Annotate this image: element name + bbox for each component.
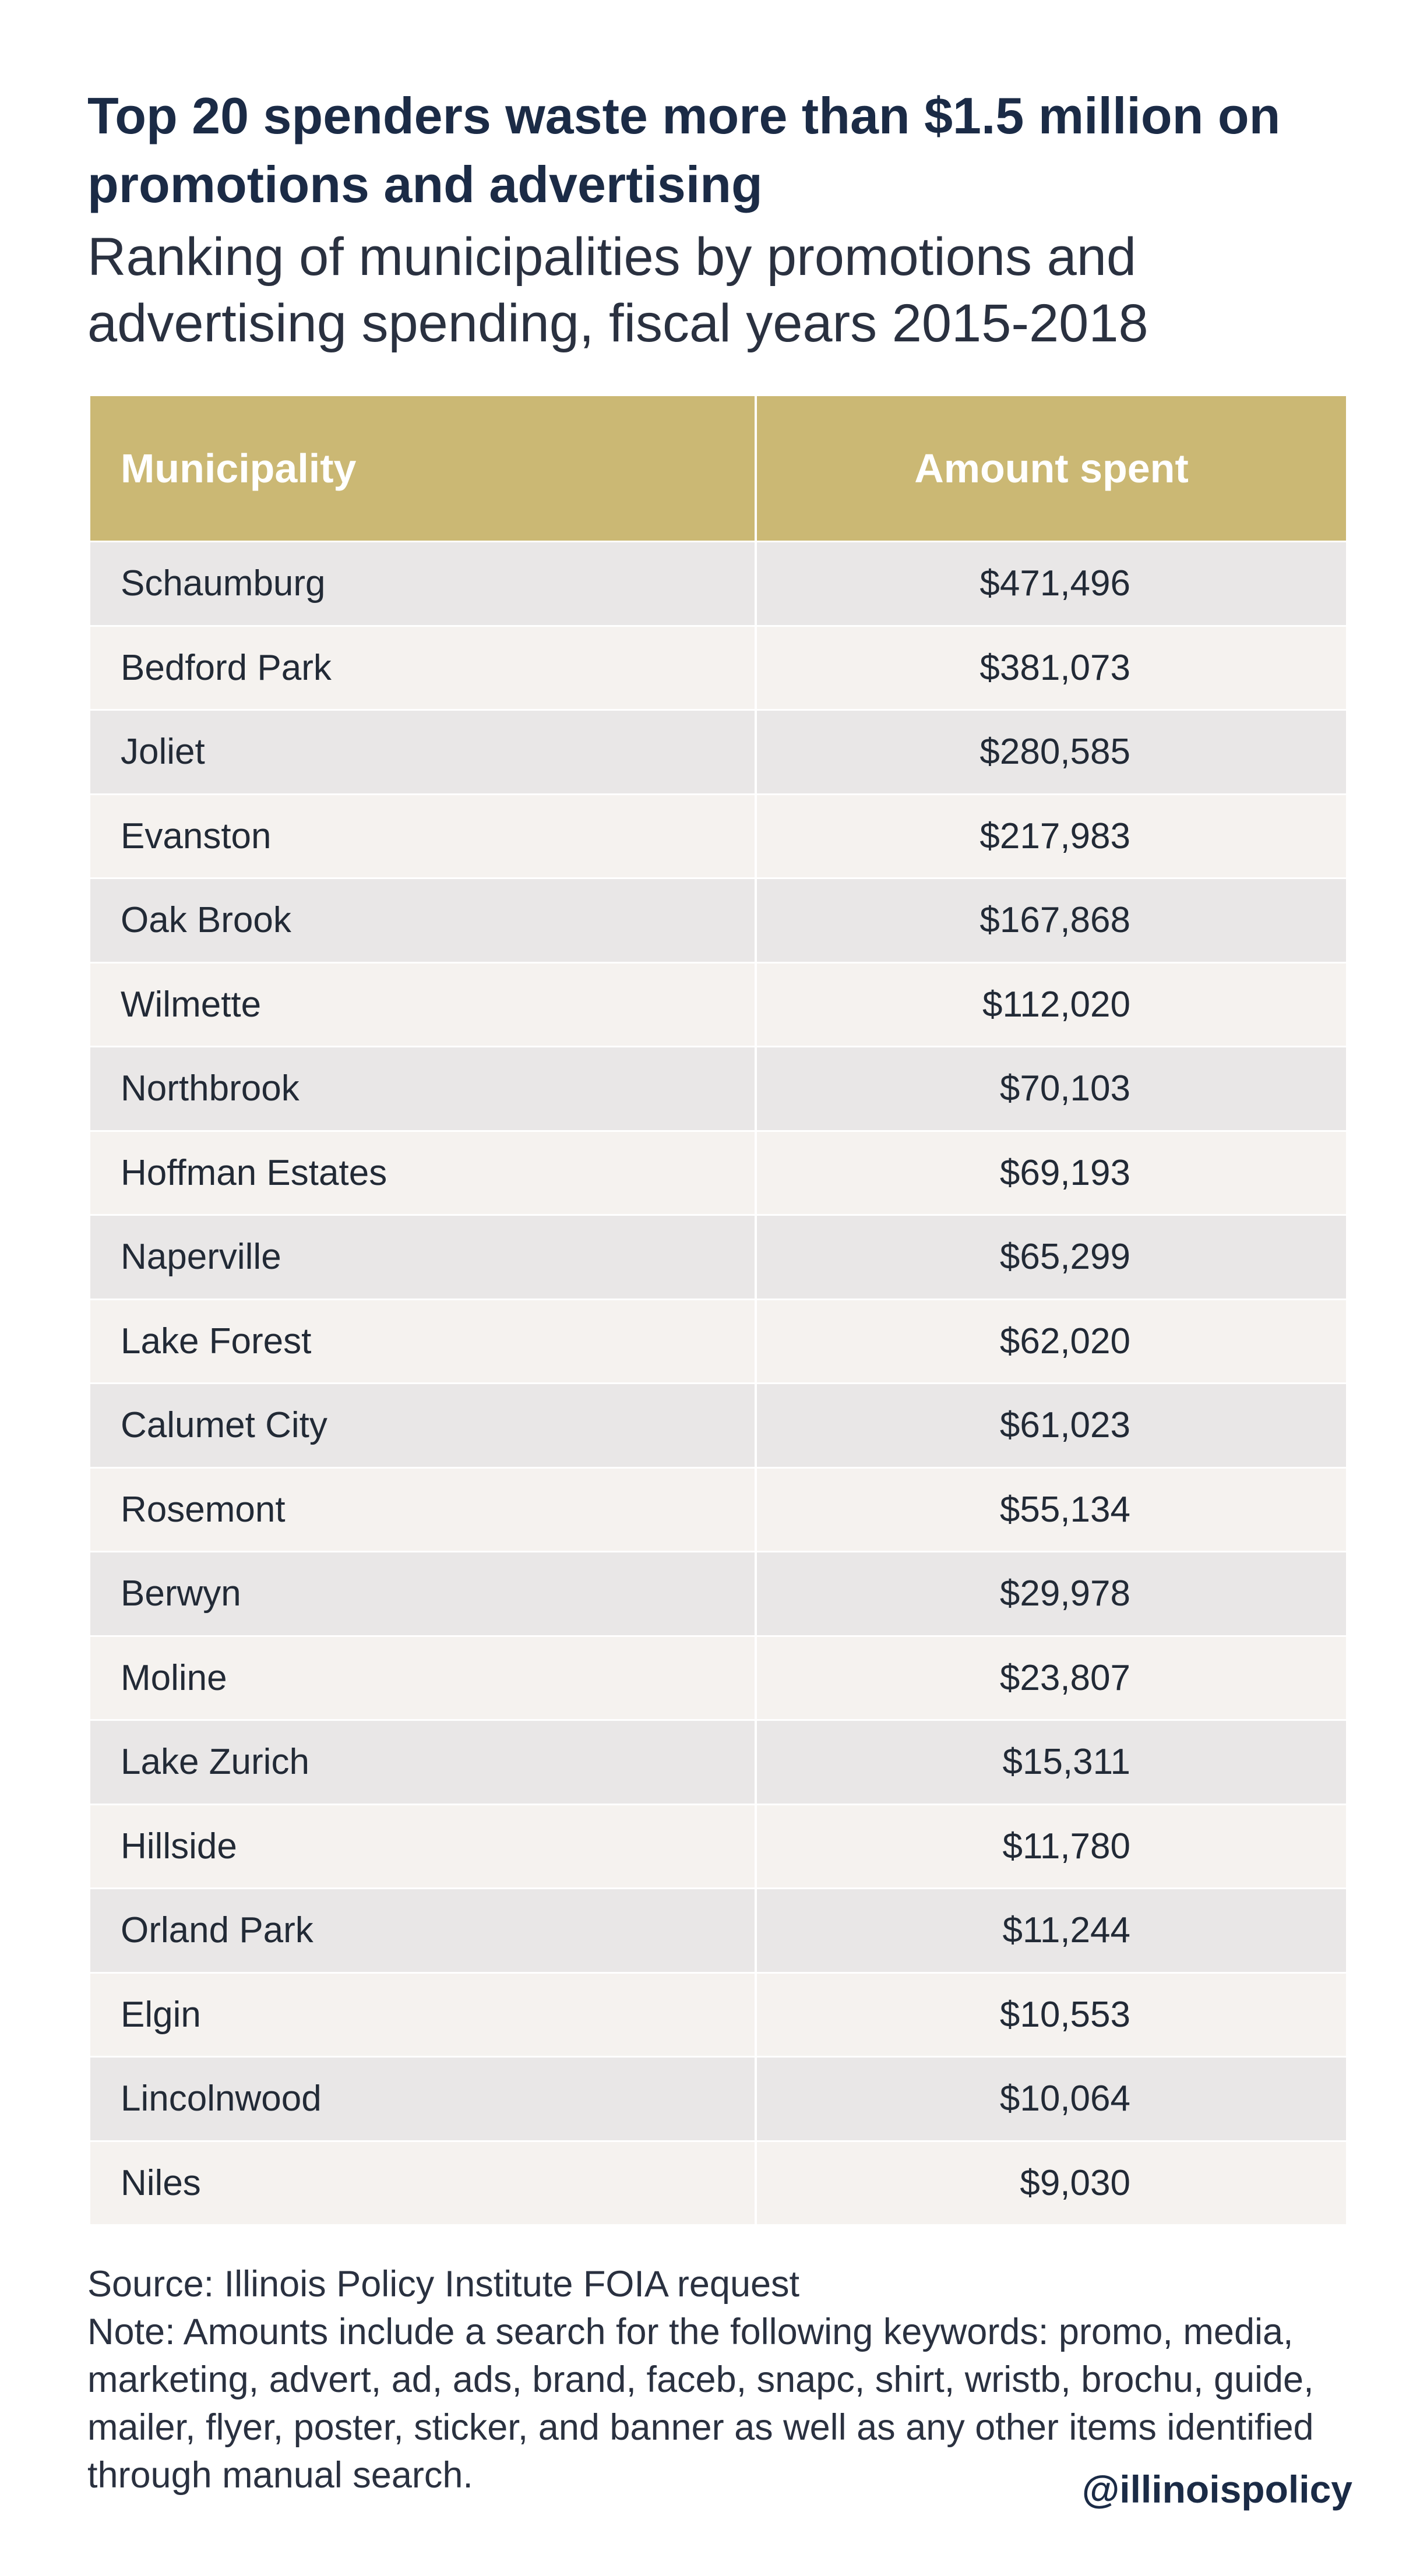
cell-amount-spent: $280,585 <box>756 710 1346 795</box>
column-header-municipality: Municipality <box>90 396 756 542</box>
cell-amount-spent: $62,020 <box>756 1299 1346 1384</box>
cell-amount-spent: $23,807 <box>756 1636 1346 1720</box>
cell-amount-spent: $65,299 <box>756 1215 1346 1300</box>
cell-amount-spent: $61,023 <box>756 1384 1346 1468</box>
cell-municipality: Rosemont <box>90 1467 756 1552</box>
cell-amount-spent: $381,073 <box>756 626 1346 710</box>
cell-municipality: Hillside <box>90 1804 756 1889</box>
table-row <box>90 542 1346 626</box>
cell-municipality: Orland Park <box>90 1889 756 1973</box>
cell-municipality: Oak Brook <box>90 878 756 963</box>
table-row <box>90 1636 1346 1720</box>
table-row <box>90 1384 1346 1468</box>
cell-amount-spent: $112,020 <box>756 962 1346 1047</box>
note-text: Note: Amounts include a search for the following keywords: promo, media, marketing, advert, ad, ads, brand, faceb, snapc, shirt, wristb, brochu, guide, mailer, flyer, poster, sticker, and banner as well as any other items identified through manual search. <box>87 2312 1314 2496</box>
cell-municipality: Lincolnwood <box>90 2057 756 2141</box>
cell-municipality: Naperville <box>90 1215 756 1300</box>
table-row <box>90 1720 1346 1805</box>
cell-amount-spent: $471,496 <box>756 542 1346 626</box>
table-row <box>90 878 1346 963</box>
cell-amount-spent: $29,978 <box>756 1552 1346 1636</box>
table-row <box>90 1047 1346 1131</box>
cell-municipality: Wilmette <box>90 962 756 1047</box>
table-row <box>90 2057 1346 2141</box>
cell-municipality: Lake Forest <box>90 1299 756 1384</box>
spending-table <box>90 396 1346 2224</box>
table-row <box>90 1804 1346 1889</box>
cell-municipality: Hoffman Estates <box>90 1131 756 1215</box>
social-handle: @illinoispolicy <box>1081 2468 1352 2511</box>
table-header-row <box>90 396 1346 542</box>
table-row <box>90 794 1346 878</box>
table-row <box>90 1467 1346 1552</box>
cell-amount-spent: $15,311 <box>756 1720 1346 1805</box>
column-header-amount-spent: Amount spent <box>756 396 1346 542</box>
source-text: Source: Illinois Policy Institute FOIA request <box>87 2264 800 2305</box>
cell-municipality: Elgin <box>90 1972 756 2057</box>
chart-subtitle: Ranking of municipalities by promotions and advertising spending, fiscal years 2015-2018 <box>87 227 1148 353</box>
chart-title: Top 20 spenders waste more than $1.5 million on promotions and advertising <box>87 87 1281 213</box>
cell-municipality: Niles <box>90 2141 756 2224</box>
table-row <box>90 1131 1346 1215</box>
cell-municipality: Northbrook <box>90 1047 756 1131</box>
cell-municipality: Berwyn <box>90 1552 756 1636</box>
cell-amount-spent: $11,780 <box>756 1804 1346 1889</box>
cell-amount-spent: $10,064 <box>756 2057 1346 2141</box>
table-body <box>90 542 1346 2225</box>
cell-municipality: Moline <box>90 1636 756 1720</box>
cell-amount-spent: $167,868 <box>756 878 1346 963</box>
footer-notes <box>87 2260 1358 2499</box>
cell-municipality: Bedford Park <box>90 626 756 710</box>
cell-amount-spent: $70,103 <box>756 1047 1346 1131</box>
table-row <box>90 1972 1346 2057</box>
cell-amount-spent: $11,244 <box>756 1889 1346 1973</box>
cell-municipality: Lake Zurich <box>90 1720 756 1805</box>
spending-table-container <box>90 396 1346 2224</box>
table-row <box>90 962 1346 1047</box>
table-row <box>90 1552 1346 1636</box>
cell-amount-spent: $10,553 <box>756 1972 1346 2057</box>
table-row <box>90 626 1346 710</box>
cell-amount-spent: $9,030 <box>756 2141 1346 2224</box>
table-row <box>90 1889 1346 1973</box>
table-row <box>90 1215 1346 1300</box>
cell-municipality: Calumet City <box>90 1384 756 1468</box>
table-row <box>90 710 1346 795</box>
cell-municipality: Joliet <box>90 710 756 795</box>
cell-amount-spent: $217,983 <box>756 794 1346 878</box>
cell-amount-spent: $69,193 <box>756 1131 1346 1215</box>
table-row <box>90 1299 1346 1384</box>
cell-amount-spent: $55,134 <box>756 1467 1346 1552</box>
chart-header <box>87 82 1340 357</box>
table-row <box>90 2141 1346 2224</box>
cell-municipality: Schaumburg <box>90 542 756 626</box>
cell-municipality: Evanston <box>90 794 756 878</box>
